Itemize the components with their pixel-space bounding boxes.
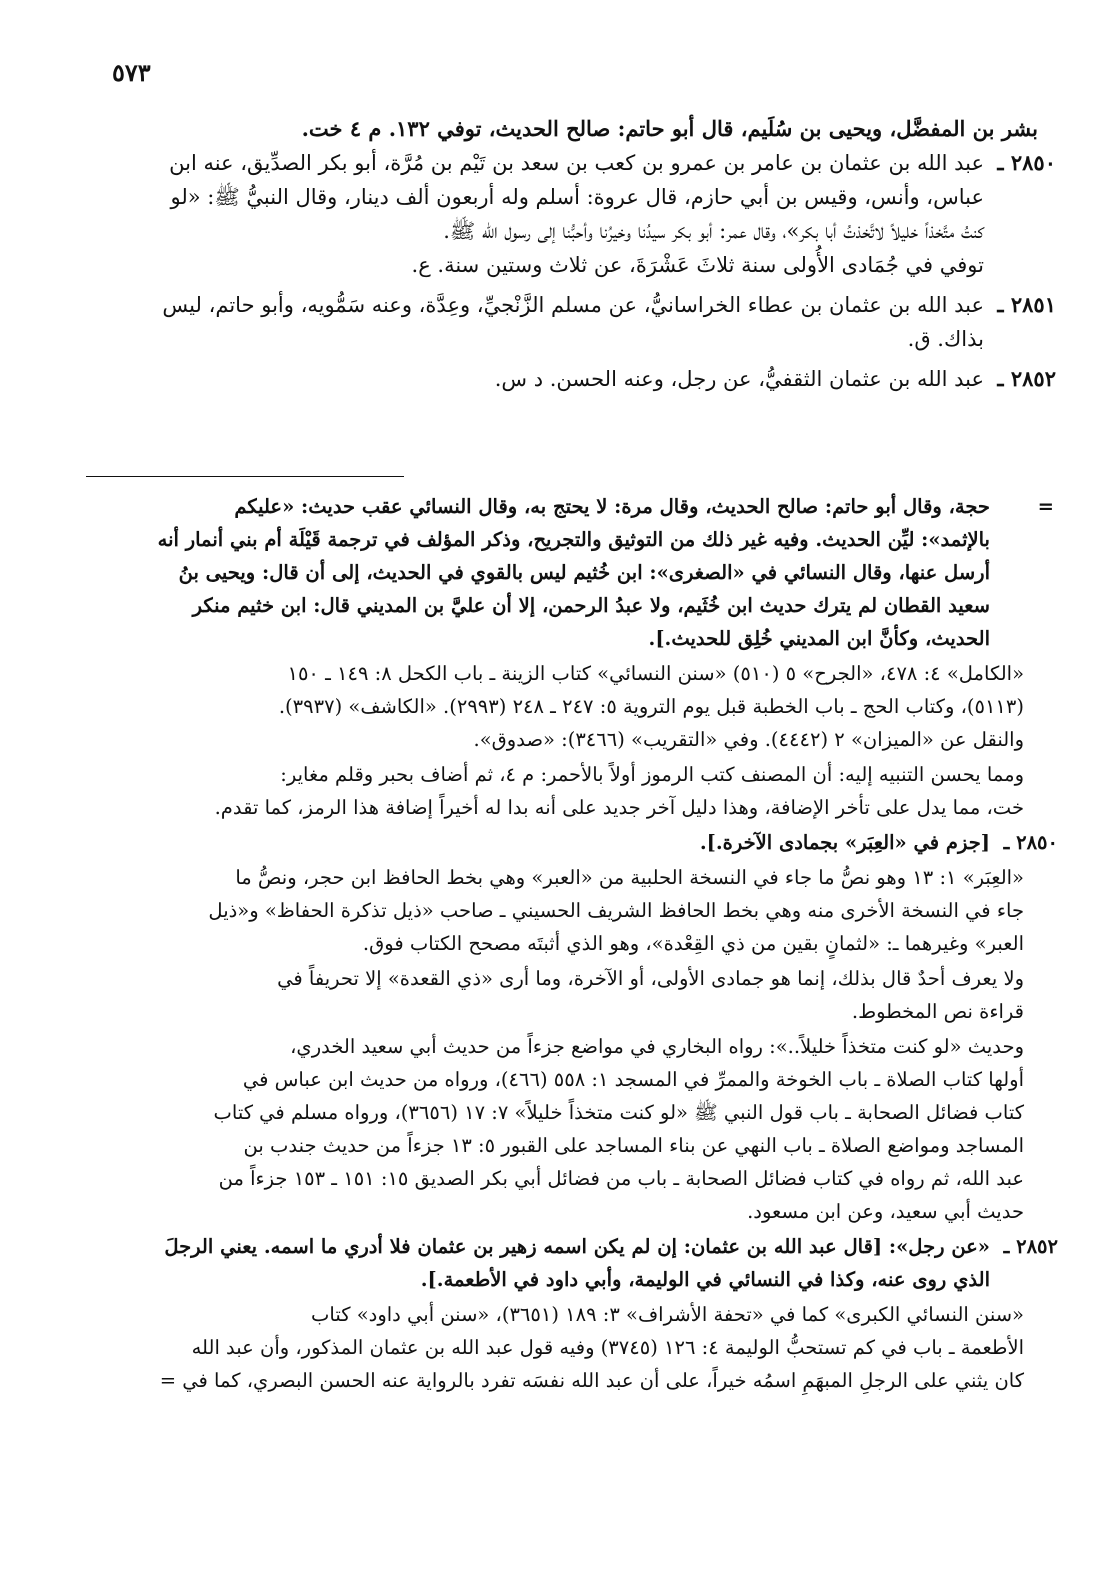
entry-number: ٢٨٥٠ ـ: [997, 150, 1056, 175]
footnote-number: ٢٨٥٠ ـ: [1003, 831, 1058, 854]
footnote-paragraph: [86, 758, 1058, 824]
footnote-body: [86, 826, 990, 859]
footnote-2850: [86, 826, 1058, 859]
footnote-line: المساجد ومواضع الصلاة ـ باب النهي عن بناء المساجد على القبور ٥: ١٣ جزءاً من حديث جندب بن: [243, 1134, 1024, 1157]
footnote-line: «العِبَر» ١: ١٣ وهو نصُّ ما جاء في النسخة الحلبية من «العبر» وهي بخط الحافظ ابن حجر، ونصُّ ما: [235, 866, 1024, 889]
entry-line: بذاك. ق.: [907, 327, 984, 351]
footnote-divider: [86, 476, 404, 477]
footnote-number: ٢٨٥٢ ـ: [1003, 1235, 1058, 1258]
footnote-line: أولها كتاب الصلاة ـ باب الخوخة والممرِّ في المسجد ١: ٥٥٨ (٤٦٦)، ورواه من حديث ابن عباس في: [242, 1068, 1024, 1091]
footnote-2852: [86, 1230, 1058, 1296]
footnote-line: الحديث، وكأنَّ ابن المديني خُلِق للحديث.].: [648, 627, 990, 650]
footnote-line: «سنن النسائي الكبرى» كما في «تحفة الأشراف» ٣: ١٨٩ (٣٦٥١)، «سنن أبي داود» كتاب: [311, 1303, 1024, 1326]
page-number: ٥٧٣: [112, 58, 151, 87]
entry-number: ٢٨٥١ ـ: [997, 292, 1056, 317]
entry-body: [96, 146, 984, 282]
footnote-body: [86, 962, 1024, 1028]
footnote-paragraph: [86, 1030, 1058, 1228]
footnote-line: كان يثني على الرجلِ المبهَمِ اسمُه خيراً، على أن عبد الله نفسَه تفرد بالرواية عنه الحسن البصري، كما في =: [159, 1369, 1024, 1392]
footnote-line: العبر» وغيرهما ـ: «لثمانٍ بقين من ذي القِعْدة»، وهو الذي أثبتَه مصحح الكتاب فوق.: [362, 932, 1024, 955]
footnote-line: حجة، وقال أبو حاتم: صالح الحديث، وقال مرة: لا يحتج به، وقال النسائي عقب حديث: «عليكم: [234, 495, 990, 518]
footnote-line: الأطعمة ـ باب في كم تستحبُّ الوليمة ٤: ١٢٦ (٣٧٤٥) وفيه قول عبد الله بن عثمان المذكور، وأن عبد الله: [191, 1336, 1024, 1359]
entry-body: [96, 288, 984, 356]
footnote-paragraph: [86, 1298, 1058, 1397]
footnote-line: خت، مما يدل على تأخر الإضافة، وهذا دليل آخر جديد على أنه بدا له أخيراً إضافة هذا الرمز، كما تقدم.: [214, 796, 1024, 819]
footnote-line: وحديث «لو كنت متخذاً خليلاً..»: رواه البخاري في مواضع جزءاً من حديث أبي سعيد الخدري،: [290, 1035, 1024, 1058]
footnote-line: ولا يعرف أحدٌ قال بذلك، إنما هو جمادى الأولى، أو الآخرة، وما أرى «ذي القعدة» إلا تحريفاً في: [277, 967, 1024, 990]
footnote-line: سعيد القطان لم يترك حديث ابن خُثَيم، ولا عبدُ الرحمن، إلا أن عليَّ بن المديني قال: ابن خثيم منكر: [192, 594, 990, 617]
footnotes: [86, 490, 1058, 1399]
footnote-paragraph: [86, 861, 1058, 960]
footnote-line: الذي روى عنه، وكذا في النسائي في الوليمة، وأبي داود في الأطعمة.].: [420, 1268, 990, 1291]
footnote-body: [86, 490, 990, 655]
footnote-body: [86, 1298, 1024, 1397]
main-text: [96, 112, 1056, 402]
footnote-line: حديث أبي سعيد، وعن ابن مسعود.: [747, 1200, 1024, 1223]
continuation-line: بشر بن المفضَّل، ويحيى بن سُلَيم، قال أبو حاتم: صالح الحديث، توفي ١٣٢. م ٤ خت.: [301, 116, 1038, 141]
footnote-body: [86, 1030, 1024, 1228]
footnote-line: والنقل عن «الميزان» ٢ (٤٤٤٢). وفي «التقريب» (٣٤٦٦): «صدوق».: [473, 728, 1024, 751]
footnote-line: قراءة نص المخطوط.: [851, 1000, 1024, 1023]
footnote-paragraph: [86, 657, 1058, 756]
entry-2850: [96, 146, 1056, 282]
footnote-body: [86, 657, 1024, 756]
footnote-continued: [86, 490, 1058, 655]
footnote-paragraph: [86, 962, 1058, 1028]
footnote-line: أرسل عنها، وقال النسائي في «الصغرى»: ابن خُثيم ليس بالقوي في الحديث، إلى أن قال: ويحيى بنُ: [178, 561, 990, 584]
footnote-line: ومما يحسن التنبيه إليه: أن المصنف كتب الرموز أولاً بالأحمر: م ٤، ثم أضاف بحبر وقلم مغاير:: [280, 763, 1024, 786]
footnote-line: عبد الله، ثم رواه في كتاب فضائل الصحابة ـ باب من فضائل أبي بكر الصديق ١٥: ١٥١ ـ ١٥٣ جزءاً من: [218, 1167, 1024, 1190]
entry-line: عباس، وأنس، وقيس بن أبي حازم، قال عروة: أسلم وله أربعون ألف دينار، وقال النبيُّ ﷺ: «لو: [170, 185, 984, 209]
entry-line: توفي في جُمَادى الأُولى سنة ثلاثَ عَشْرَةَ، عن ثلاث وستين سنة. ع.: [411, 253, 984, 277]
entry-line: عبد الله بن عثمان بن عطاء الخراسانيُّ، عن مسلم الزَّنْجيِّ، وعِدَّة، وعنه سَمُّويه، وأبو حاتم، ليس: [162, 293, 984, 317]
entry-number: ٢٨٥٢ ـ: [997, 366, 1056, 391]
entry-line: عبد الله بن عثمان بن عامر بن عمرو بن كعب بن سعد بن تَيْم بن مُرَّة، أبو بكر الصدِّيق، عنه ابن: [169, 151, 984, 175]
continuation-marker: =: [1037, 495, 1054, 518]
footnote-line: [جزم في «العِبَر» بجمادى الآخرة.].: [699, 831, 990, 854]
footnote-line: كتاب فضائل الصحابة ـ باب قول النبي ﷺ «لو كنت متخذاً خليلاً» ٧: ١٧ (٣٦٥٦)، ورواه مسلم في كتاب: [213, 1101, 1024, 1124]
footnote-line: جاء في النسخة الأخرى منه وهي بخط الحافظ الشريف الحسيني ـ صاحب «ذيل تذكرة الحفاظ» و«ذيل: [208, 899, 1024, 922]
entry-line: كنتُ متَّخذاً خليلاً لاتَّخذتُ أبا بكر»، وقال عمر: أبو بكر سيدُنا وخيرُنا وأحبُّنا إلى رسول الله ﷺ.: [443, 219, 984, 243]
footnote-line: «عن رجل»: [قال عبد الله بن عثمان: إن لم يكن اسمه زهير بن عثمان فلا أدري ما اسمه. يعني الرجلَ: [164, 1235, 990, 1258]
footnote-line: (٥١١٣)، وكتاب الحج ـ باب الخطبة قبل يوم التروية ٥: ٢٤٧ ـ ٢٤٨ (٢٩٩٣). «الكاشف» (٣٩٣٧).: [278, 695, 1024, 718]
entry-line: عبد الله بن عثمان الثقفيُّ، عن رجل، وعنه الحسن. د س.: [494, 367, 984, 391]
footnote-line: «الكامل» ٤: ٤٧٨، «الجرح» ٥ (٥١٠) «سنن النسائي» كتاب الزينة ـ باب الكحل ٨: ١٤٩ ـ ١٥٠: [287, 662, 1024, 685]
footnote-line: بالإثمد»: ليِّن الحديث. وفيه غير ذلك من التوثيق والتجريح، وذكر المؤلف في ترجمة قَيْلَة أم بني أنمار أنه: [157, 528, 990, 551]
entry-2851: [96, 288, 1056, 356]
entry-body: [96, 362, 984, 396]
footnote-body: [86, 1230, 990, 1296]
footnote-body: [86, 758, 1024, 824]
footnote-body: [86, 861, 1024, 960]
entry-2852: [96, 362, 1056, 396]
